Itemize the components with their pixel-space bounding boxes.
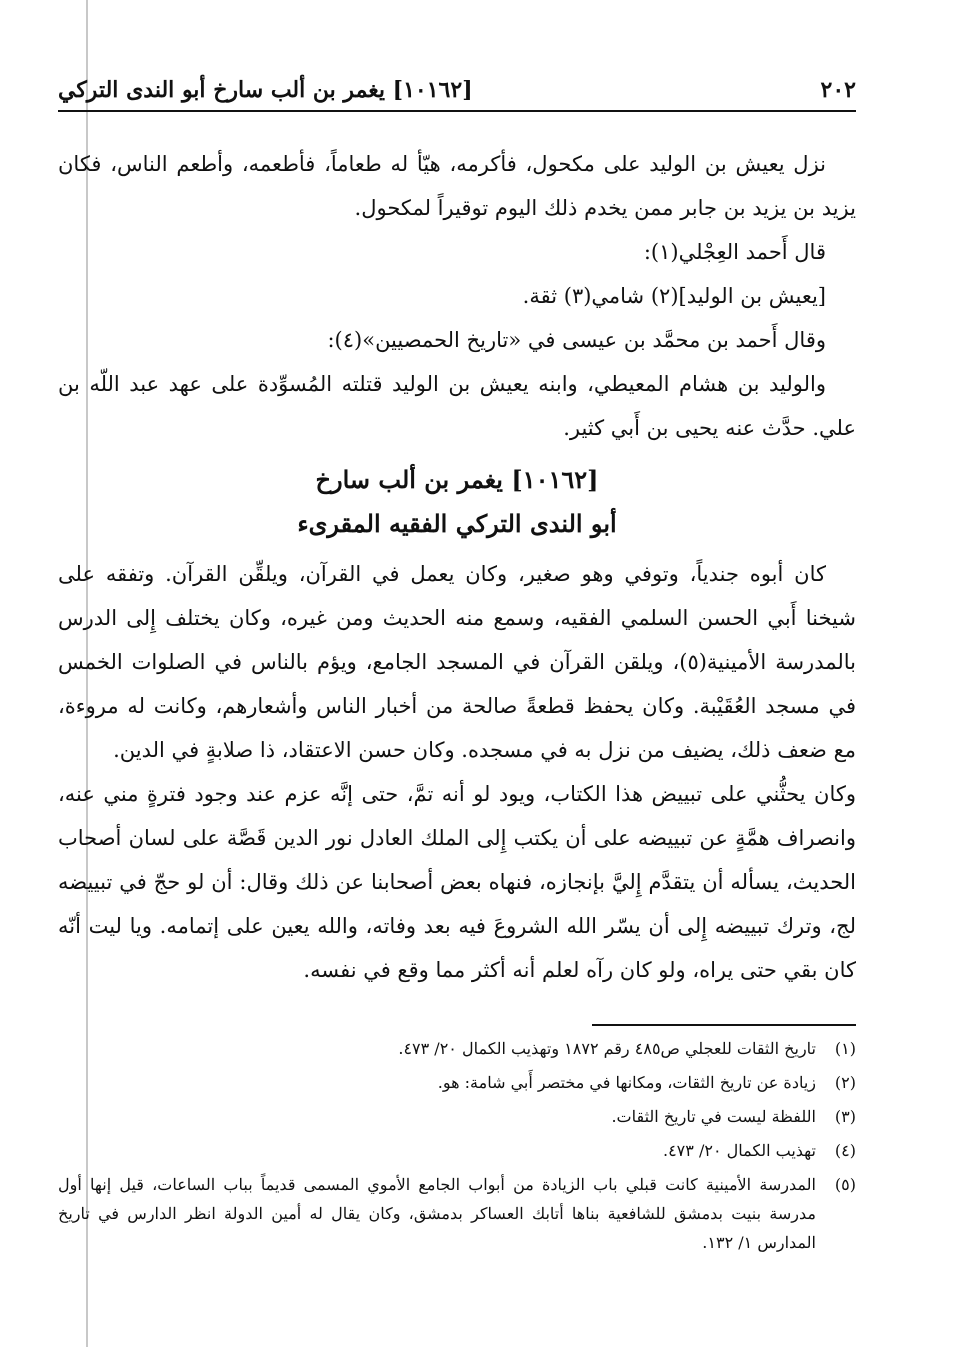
paragraph: [يعيش بن الوليد](٢) شامي(٣) ثقة.: [522, 284, 826, 308]
footnote-number: (٣): [834, 1107, 856, 1126]
page-header: [58, 70, 856, 112]
paragraph: كان أبوه جندياً، وتوفي وهو صغير، وكان يعمل في القرآن، ويلقِّن القرآن. وتفقه على شيخنا أَبي الحسن السلمي الفقيه، وسمع منه الحديث ومن غيره، وكان يختلف إِلى الدرس بالمدرسة الأمينية(٥)، ويلقن القرآن في المسجد الجامع، ويؤم بالناس في الصلوات الخمس في مسجد العُقَيْبة. وكان يحفظ قطعةً صالحة من أخبار الناس وأشعارهم، وكانت له مروءة، مع ضعف ذلك، يضيف من نزل به في مسجده. وكان حسن الاعتقاد، ذا صلابةٍ في الدين.: [58, 562, 857, 762]
entry-title: [١٠١٦٢] يغمر بن ألب سارخ: [315, 465, 599, 494]
footnote: [58, 1170, 856, 1257]
footnote-number: (٢): [834, 1073, 856, 1092]
footnote: [58, 1034, 856, 1063]
footnote-number: (١): [834, 1039, 856, 1058]
footnote-text: المدرسة الأمينية كانت قبلي باب الزيادة من أبواب الجامع الأموي المسمى قديماً بباب الساعات، قيل إنها أول مدرسة بنيت بدمشق للشافعية بناها أتابك العساكر بدمشق، وكان يقال له أمين الدولة انظر الدارس في تاريخ المدارس ١/ ١٣٢.: [58, 1175, 816, 1252]
paragraph: وقال أَحمد بن محمَّد بن عيسى في «تاريخ الحمصيين»(٤):: [327, 328, 826, 352]
footnote-text: اللفظة ليست في تاريخ الثقات.: [611, 1107, 816, 1126]
running-title: [١٠١٦٢] يغمر بن ألب سارخ أبو الندى التركي: [58, 77, 473, 103]
footnote-text: تهذيب الكمال ٢٠/ ٤٧٣.: [662, 1141, 816, 1160]
entry-subtitle: أبو الندى التركي الفقيه المقرىء: [297, 509, 617, 538]
footnote-number: (٤): [834, 1141, 856, 1160]
main-text: [58, 142, 856, 992]
paragraph: قال أَحمد العِجْلي(١):: [643, 240, 826, 264]
footnote-divider: [592, 1024, 856, 1026]
paragraph: وكان يحثُّني على تبييض هذا الكتاب، ويود لو أنه تمَّ، حتى إنَّه عزم عند وجود فترةٍ مني عنه، وانصراف همَّةٍ عن تبييضه على أن يكتب إِلى الملك العادل نور الدين قَصَّة على لسان أصحاب الحديث، يسأله أن يتقدَّم إِليَّ بإنجازه، فنهاه بعض أصحابنا عن ذلك وقال: أن لو حجّ في تبييضه لج، وترك تبييضه إِلى أن يسّر الله الشروعَ فيه بعد وفاته، والله يعين على إتمامه. ويا ليت أنّه كان بقي حتى يراه، ولو كان رآه لعلم أنه أكثر مما وقع في نفسه.: [58, 782, 856, 982]
paragraph: والوليد بن هشام المعيطي، وابنه يعيش بن الوليد قتلته المُسوِّدة على عهد عبد اللّه بن علي. حدَّث عنه يحيى بن أَبي كثير.: [58, 372, 856, 440]
footnote-number: (٥): [834, 1175, 856, 1194]
footnote: [58, 1102, 856, 1131]
footnote-text: زيادة عن تاريخ الثقات، ومكانها في مختصر أَبي شامة: هو.: [437, 1073, 816, 1092]
page-number: ٢٠٢: [820, 77, 856, 103]
paragraph: نزل يعيش بن الوليد على مكحول، فأكرمه، هيّأ له طعاماً، فأطعمه، وأطعم الناس، فكان يزيد بن يزيد بن جابر ممن يخدم ذلك اليوم توقيراً لمكحول.: [58, 152, 856, 220]
footnotes: [58, 1034, 856, 1262]
footnote: [58, 1068, 856, 1097]
footnote-text: تاريخ الثقات للعجلي ص٤٨٥ رقم ١٨٧٢ وتهذيب الكمال ٢٠/ ٤٧٣.: [398, 1039, 816, 1058]
footnote: [58, 1136, 856, 1165]
